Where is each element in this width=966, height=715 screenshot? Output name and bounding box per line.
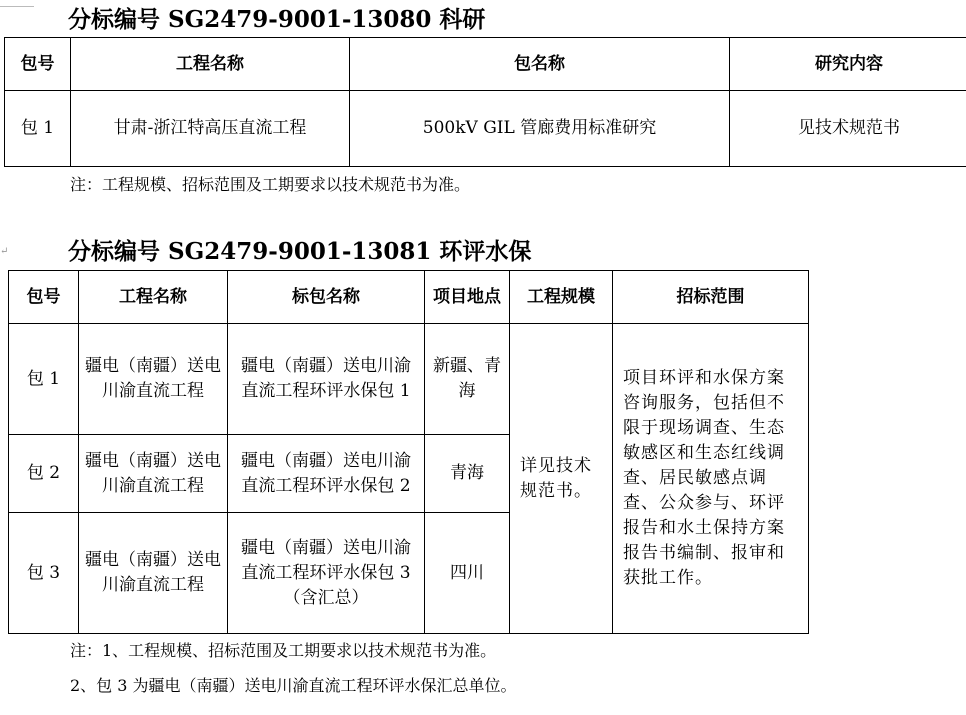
- section2-title: 分标编号 SG2479-9001-13081 环评水保: [68, 238, 532, 265]
- header-scope: 招标范围: [613, 271, 809, 324]
- header-package-name: 包名称: [350, 38, 730, 91]
- table-header-row: [5, 38, 966, 91]
- cell-research-content: 见技术规范书: [730, 91, 966, 167]
- header-project-name: 工程名称: [79, 271, 228, 324]
- table-row: [5, 91, 966, 167]
- cell-lot-name: 疆电（南疆）送电川渝直流工程环评水保包 2: [228, 435, 425, 513]
- paragraph-marker: ↵: [0, 246, 9, 257]
- cell-location: 青海: [425, 435, 510, 513]
- header-research-content: 研究内容: [730, 38, 966, 91]
- header-scale: 工程规模: [510, 271, 613, 324]
- table-header-row: [9, 271, 809, 324]
- section1-note: 注：工程规模、招标范围及工期要求以技术规范书为准。: [70, 175, 471, 194]
- section2-note-2: 2、包 3 为疆电（南疆）送电川渝直流工程环评水保汇总单位。: [70, 676, 517, 695]
- cell-project-name: 甘肃-浙江特高压直流工程: [71, 91, 350, 167]
- section1-table: [4, 37, 966, 167]
- cell-lot-name: 疆电（南疆）送电川渝直流工程环评水保包 1: [228, 324, 425, 435]
- section2-table: [8, 270, 809, 634]
- header-project-name: 工程名称: [71, 38, 350, 91]
- cell-project-name: 疆电（南疆）送电川渝直流工程: [79, 513, 228, 634]
- table-row: [9, 324, 809, 435]
- header-package-no: 包号: [5, 38, 71, 91]
- cell-package-no: 包 1: [9, 324, 79, 435]
- section2-note-1: 注：1、工程规模、招标范围及工期要求以技术规范书为准。: [70, 641, 497, 660]
- cell-package-no: 包 1: [5, 91, 71, 167]
- cell-project-name: 疆电（南疆）送电川渝直流工程: [79, 435, 228, 513]
- cell-package-name: 500kV GIL 管廊费用标准研究: [350, 91, 730, 167]
- header-package-no: 包号: [9, 271, 79, 324]
- cell-scope: 项目环评和水保方案咨询服务，包括但不限于现场调查、生态敏感区和生态红线调查、居民敏感点调查、公众参与、环评报告和水土保持方案报告书编制、报审和获批工作。: [613, 324, 809, 634]
- cell-project-name: 疆电（南疆）送电川渝直流工程: [79, 324, 228, 435]
- cell-location: 四川: [425, 513, 510, 634]
- cell-scale: 详见技术规范书。: [510, 324, 613, 634]
- cell-package-no: 包 2: [9, 435, 79, 513]
- section1-title: 分标编号 SG2479-9001-13080 科研: [68, 6, 486, 33]
- header-location: 项目地点: [425, 271, 510, 324]
- cell-location: 新疆、青海: [425, 324, 510, 435]
- cell-lot-name: 疆电（南疆）送电川渝直流工程环评水保包 3（含汇总）: [228, 513, 425, 634]
- page-top-mark: [0, 0, 34, 7]
- header-lot-name: 标包名称: [228, 271, 425, 324]
- cell-package-no: 包 3: [9, 513, 79, 634]
